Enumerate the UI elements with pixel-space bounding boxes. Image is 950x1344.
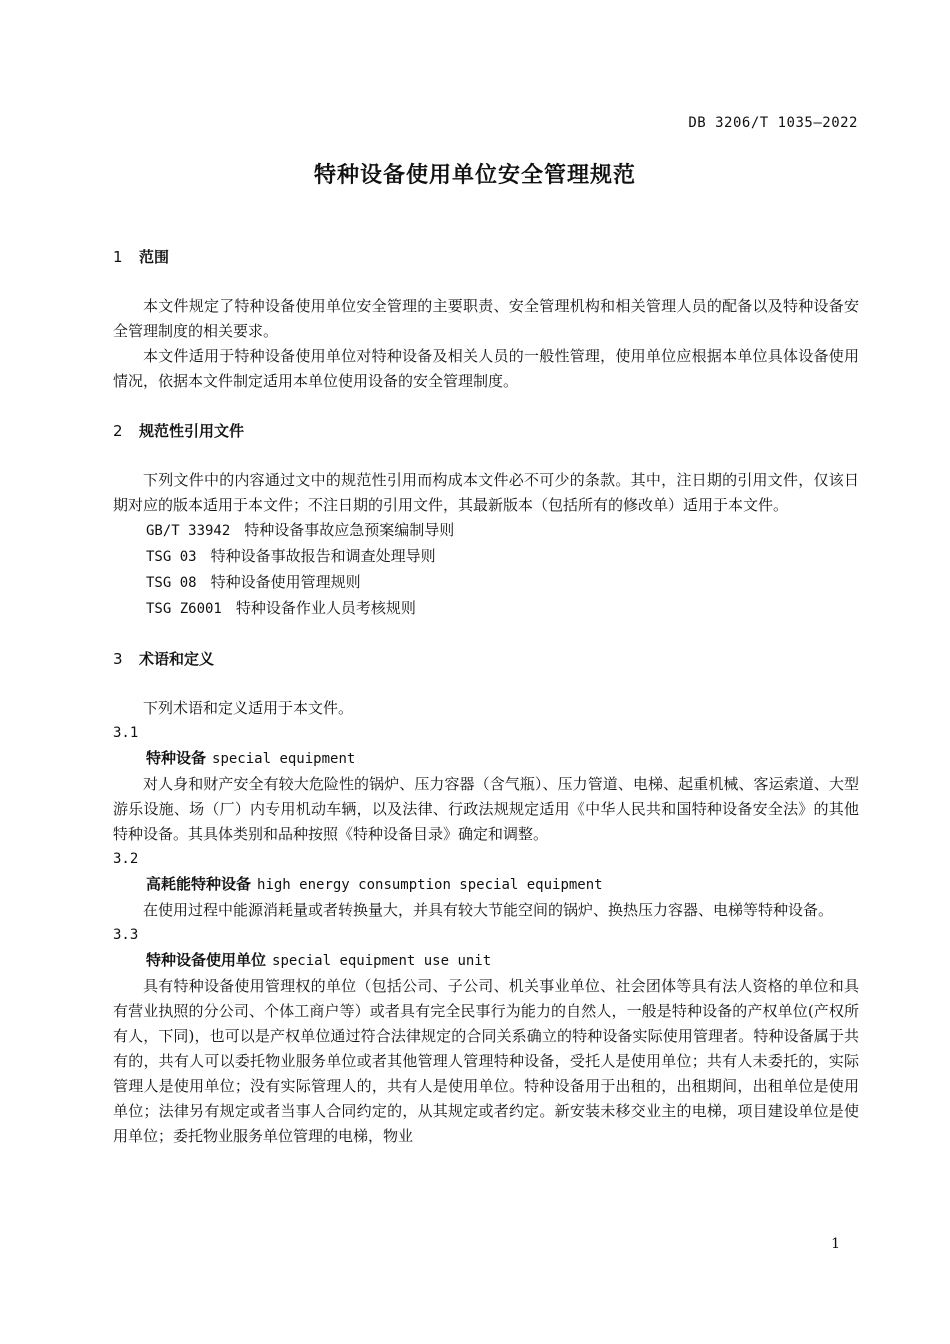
reference-item [113,544,859,570]
section-heading-normative-references [113,414,859,448]
term-name-en: high energy consumption special equipment [257,877,603,893]
section-heading-scope [113,240,859,274]
section-number: 3 [113,650,123,668]
standard-code: DB 3206/T 1035—2022 [688,115,858,131]
section-title: 术语和定义 [139,650,215,668]
term-number: 3.3 [113,927,139,943]
term-name [113,746,859,772]
reference-code: GB/T 33942 [146,523,231,539]
term-name [113,948,859,974]
reference-code: TSG 03 [146,549,197,565]
term-number: 3.1 [113,725,139,741]
term-name [113,872,859,898]
paragraph: 本文件适用于特种设备使用单位对特种设备及相关人员的一般性管理，使用单位应根据本单位具体设备使用情况，依据本文件制定适用本单位使用设备的安全管理制度。 [113,347,859,390]
reference-code: TSG Z6001 [146,601,222,617]
reference-title: 特种设备作业人员考核规则 [235,599,416,617]
term-name-en: special equipment [212,751,356,767]
term-name-zh: 特种设备使用单位 [146,951,267,969]
document-body [113,240,859,1149]
reference-title: 特种设备使用管理规则 [210,573,361,591]
reference-title: 特种设备事故应急预案编制导则 [244,521,455,539]
term-name-zh: 高耗能特种设备 [146,875,252,893]
reference-item [113,570,859,596]
term-name-zh: 特种设备 [146,749,207,767]
term-definition: 对人身和财产安全有较大危险性的锅炉、压力容器（含气瓶）、压力管道、电梯、起重机械、客运索道、大型游乐设施、场（厂）内专用机动车辆，以及法律、行政法规规定适用《中华人民共和国特种设备安全法》的其他特种设备。其具体类别和品种按照《特种设备目录》确定和调整。 [113,775,859,843]
term-name-en: special equipment use unit [272,953,492,969]
reference-code: TSG 08 [146,575,197,591]
paragraph: 下列术语和定义适用于本文件。 [143,699,354,717]
document-title: 特种设备使用单位安全管理规范 [313,163,636,188]
page-number: 1 [831,1236,840,1252]
reference-title: 特种设备事故报告和调查处理导则 [210,547,436,565]
reference-item [113,596,859,622]
section-title: 范围 [139,248,170,266]
term-number: 3.2 [113,851,139,867]
term-definition: 在使用过程中能源消耗量或者转换量大，并具有较大节能空间的锅炉、换热压力容器、电梯等特种设备。 [143,901,834,919]
paragraph: 本文件规定了特种设备使用单位安全管理的主要职责、安全管理机构和相关管理人员的配备以及特种设备安全管理制度的相关要求。 [113,297,859,340]
term-definition: 具有特种设备使用管理权的单位（包括公司、子公司、机关事业单位、社会团体等具有法人资格的单位和具有营业执照的分公司、个体工商户等）或者具有完全民事行为能力的自然人，一般是特种设备的产权单位(产权所有人，下同)，也可以是产权单位通过符合法律规定的合同关系确立的特种设备实际使用管理者。特种设备属于共有的，共有人可以委托物业服务单位或者其他管理人管理特种设备，受托人是使用单位；共有人未委托的，实际管理人是使用单位；没有实际管理人的，共有人是使用单位。特种设备用于出租的，出租期间，出租单位是使用单位；法律另有规定或者当事人合同约定的，从其规定或者约定。新安装未移交业主的电梯，项目建设单位是使用单位；委托物业服务单位管理的电梯，物业 [113,977,859,1145]
paragraph: 下列文件中的内容通过文中的规范性引用而构成本文件必不可少的条款。其中，注日期的引用文件，仅该日期对应的版本适用于本文件；不注日期的引用文件，其最新版本（包括所有的修改单）适用于本文件。 [113,471,859,514]
section-title: 规范性引用文件 [139,422,245,440]
section-heading-terms-definitions [113,642,859,676]
reference-item [113,518,859,544]
section-number: 1 [113,248,123,266]
section-number: 2 [113,422,123,440]
